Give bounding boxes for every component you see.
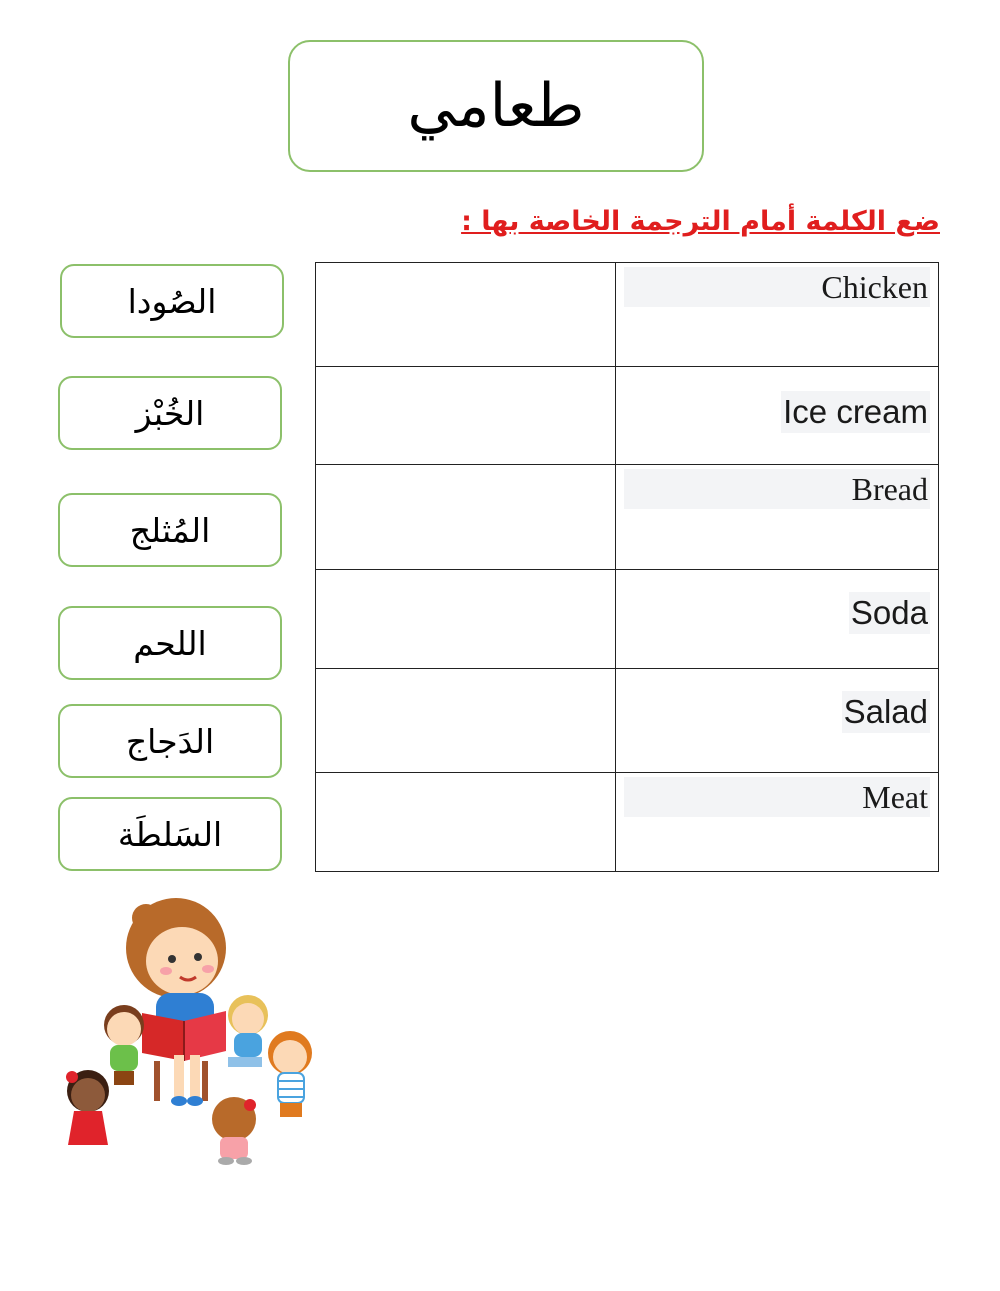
word-card-ice-cream[interactable]: المُثلج xyxy=(58,493,282,567)
table-row xyxy=(316,669,938,773)
english-word: Salad xyxy=(842,691,930,733)
table-row xyxy=(316,570,938,669)
table-row xyxy=(316,367,938,465)
drop-zone[interactable] xyxy=(316,465,616,569)
drop-zone[interactable] xyxy=(316,570,616,668)
english-word: Soda xyxy=(849,592,930,634)
english-word: Chicken xyxy=(624,267,930,307)
english-cell xyxy=(617,570,938,668)
word-card-chicken[interactable]: الدَجاج xyxy=(58,704,282,778)
english-cell xyxy=(617,669,938,772)
english-word: Bread xyxy=(624,469,930,509)
word-card-meat[interactable]: اللحم xyxy=(58,606,282,680)
word-card-soda[interactable]: الصُودا xyxy=(60,264,284,338)
english-cell xyxy=(617,367,938,464)
table-row xyxy=(316,465,938,570)
drop-zone[interactable] xyxy=(316,263,616,366)
page-title: طعامي xyxy=(407,71,585,141)
english-word: Ice cream xyxy=(781,391,930,433)
instruction-text: ضع الكلمة أمام الترجمة الخاصة بها : xyxy=(461,206,940,237)
table-row xyxy=(316,773,938,871)
english-cell xyxy=(617,773,938,871)
teacher-reading-to-children-image xyxy=(58,893,320,1168)
table-row xyxy=(316,263,938,367)
drop-zone[interactable] xyxy=(316,669,616,772)
word-card-salad[interactable]: السَلطَة xyxy=(58,797,282,871)
english-cell xyxy=(617,263,938,366)
drop-zone[interactable] xyxy=(316,367,616,464)
title-box xyxy=(288,40,704,172)
drop-zone[interactable] xyxy=(316,773,616,871)
english-word: Meat xyxy=(624,777,930,817)
word-card-bread[interactable]: الخُبْز xyxy=(58,376,282,450)
matching-table xyxy=(315,262,939,872)
english-cell xyxy=(617,465,938,569)
